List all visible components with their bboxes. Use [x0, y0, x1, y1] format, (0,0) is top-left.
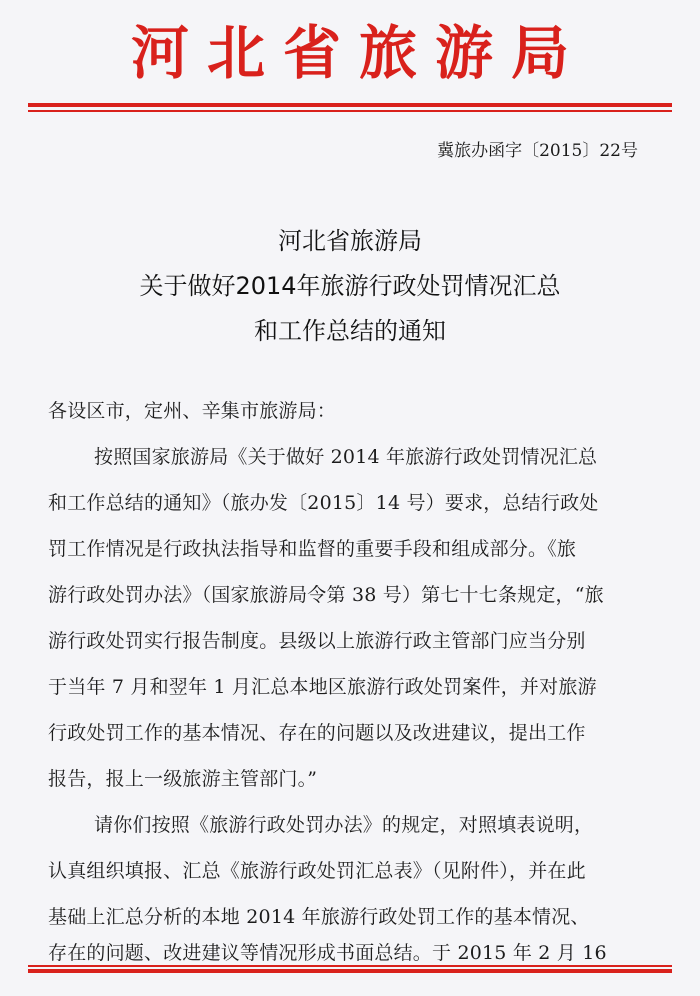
- paragraph-1-line: 按照国家旅游局《关于做好 2014 年旅游行政处罚情况汇总: [94, 446, 598, 468]
- salutation: 各设区市，定州、辛集市旅游局：: [48, 400, 337, 422]
- paragraph-2-line: 认真组织填报、汇总《旅游行政处罚汇总表》（见附件），并在此: [48, 860, 586, 882]
- letterhead-title: 河北省旅游局: [130, 19, 587, 87]
- footer-rule-thick: [28, 969, 672, 973]
- document-title-line-1: 河北省旅游局: [278, 227, 422, 255]
- paragraph-1-line: 游行政处罚实行报告制度。县级以上旅游行政主管部门应当分别: [48, 630, 586, 652]
- document-title-line-2: 关于做好2014年旅游行政处罚情况汇总: [139, 272, 561, 300]
- paragraph-2-line: 基础上汇总分析的本地 2014 年旅游行政处罚工作的基本情况、: [48, 906, 590, 928]
- paragraph-2-line: 请你们按照《旅游行政处罚办法》的规定，对照填表说明，: [94, 814, 594, 836]
- document-title-line-3: 和工作总结的通知: [254, 317, 446, 345]
- document-number: 冀旅办函字〔2015〕22号: [437, 141, 638, 161]
- letterhead-rule-thin: [28, 110, 672, 112]
- paragraph-1-line: 和工作总结的通知》（旅办发〔2015〕14 号）要求，总结行政处: [48, 492, 599, 514]
- letterhead-rule-thick: [28, 103, 672, 107]
- paragraph-1-line: 罚工作情况是行政执法指导和监督的重要手段和组成部分。《旅: [48, 538, 577, 560]
- paragraph-1-line: 行政处罚工作的基本情况、存在的问题以及改进建议，提出工作: [48, 722, 586, 744]
- paragraph-1-line: 于当年 7 月和翌年 1 月汇总本地区旅游行政处罚案件，并对旅游: [48, 676, 597, 698]
- paragraph-2-line: 存在的问题、改进建议等情况形成书面总结。于 2015 年 2 月 16: [48, 942, 607, 964]
- paragraph-1-line: 游行政处罚办法》（国家旅游局令第 38 号）第七十七条规定，“旅: [48, 584, 604, 606]
- paragraph-1-line: 报告，报上一级旅游主管部门。”: [48, 768, 318, 790]
- footer-rule-thin: [28, 965, 672, 967]
